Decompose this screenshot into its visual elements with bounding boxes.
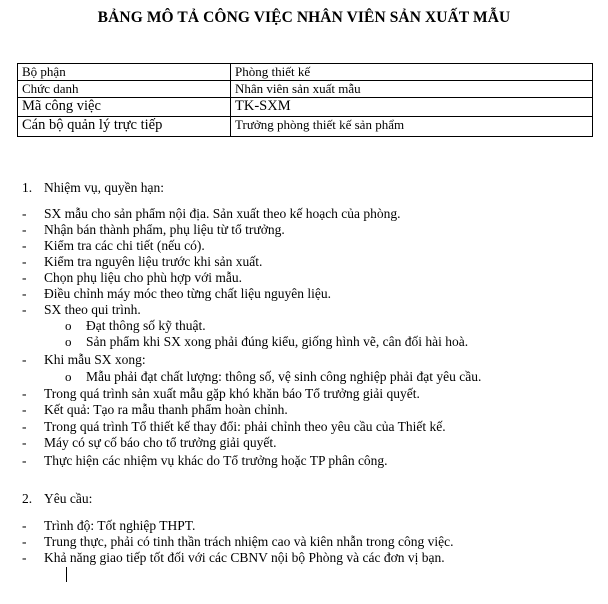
list-item: Khả năng giao tiếp tốt đối với các CBNV nội bộ Phòng và các đơn vị bạn.: [44, 550, 445, 565]
list-item: Trong quá trình Tổ thiết kế thay đổi: phải chỉnh theo yêu cầu của Thiết kế.: [44, 419, 446, 434]
dash-marker: -: [22, 352, 27, 367]
info-row-position: [18, 81, 593, 98]
info-label: Chức danh: [18, 81, 231, 98]
dash-marker: -: [22, 419, 27, 434]
info-label: Bộ phận: [18, 64, 231, 81]
info-label: Cán bộ quản lý trực tiếp: [18, 117, 231, 137]
list-item: Kết quả: Tạo ra mẫu thanh phẩm hoàn chỉnh.: [44, 402, 288, 417]
sub-list-item: Sản phẩm khi SX xong phải đúng kiểu, giống hình vẽ, cân đối hài hoà.: [86, 334, 469, 349]
list-item: Kiểm tra các chi tiết (nếu có).: [44, 238, 205, 253]
dash-marker: -: [22, 270, 27, 285]
text-cursor: [66, 567, 67, 582]
list-item: Máy có sự cố báo cho tổ trưởng giải quyết.: [44, 435, 277, 450]
document-title: BẢNG MÔ TẢ CÔNG VIỆC NHÂN VIÊN SẢN XUẤT MẪU: [97, 9, 511, 26]
dash-marker: -: [22, 550, 27, 565]
dash-marker: -: [22, 534, 27, 549]
list-item: Điều chỉnh máy móc theo từng chất liệu nguyên liệu.: [44, 286, 331, 301]
list-item: Kiểm tra nguyên liệu trước khi sản xuất.: [44, 254, 263, 269]
info-value: Phòng thiết kế: [231, 64, 593, 81]
info-value: Nhân viên sản xuất mẫu: [231, 81, 593, 98]
info-row-department: [18, 64, 593, 81]
list-item: Thực hiện các nhiệm vụ khác do Tổ trưởng hoặc TP phân công.: [44, 453, 388, 468]
section-heading: Yêu cầu:: [44, 491, 93, 506]
dash-marker: -: [22, 302, 27, 317]
list-item: SX theo qui trình.: [44, 302, 141, 317]
sub-list-item: Mẫu phải đạt chất lượng: thông số, vệ sinh công nghiệp phải đạt yêu cầu.: [86, 369, 482, 384]
list-item: SX mẫu cho sản phẩm nội địa. Sản xuất theo kế hoạch của phòng.: [44, 206, 401, 221]
dash-marker: -: [22, 518, 27, 533]
dash-marker: -: [22, 238, 27, 253]
job-info-table: [17, 63, 593, 137]
dash-marker: -: [22, 453, 27, 468]
sub-bullet-marker: o: [65, 334, 72, 349]
list-item: Trong quá trình sản xuất mẫu gặp khó khăn báo Tổ trưởng giải quyết.: [44, 386, 420, 401]
info-row-job-code: [18, 98, 593, 117]
section-number: 2.: [22, 491, 33, 506]
sub-bullet-marker: o: [65, 369, 72, 384]
info-row-manager: [18, 117, 593, 137]
dash-marker: -: [22, 386, 27, 401]
section-number: 1.: [22, 180, 33, 195]
list-item: Trình độ: Tốt nghiệp THPT.: [44, 518, 196, 533]
info-label: Mã công việc: [18, 98, 231, 117]
section-heading: Nhiệm vụ, quyền hạn:: [44, 180, 164, 195]
dash-marker: -: [22, 254, 27, 269]
list-item: Khi mẫu SX xong:: [44, 352, 146, 367]
info-value: Trưởng phòng thiết kế sản phẩm: [231, 117, 593, 137]
info-value: TK-SXM: [231, 98, 593, 117]
sub-list-item: Đạt thông số kỹ thuật.: [86, 318, 206, 333]
dash-marker: -: [22, 435, 27, 450]
dash-marker: -: [22, 286, 27, 301]
list-item: Trung thực, phải có tinh thần trách nhiệm cao và kiên nhẫn trong công việc.: [44, 534, 454, 549]
list-item: Nhận bán thành phẩm, phụ liệu từ tổ trưởng.: [44, 222, 285, 237]
list-item: Chọn phụ liệu cho phù hợp với mẫu.: [44, 270, 243, 285]
dash-marker: -: [22, 222, 27, 237]
dash-marker: -: [22, 206, 27, 221]
sub-bullet-marker: o: [65, 318, 72, 333]
dash-marker: -: [22, 402, 27, 417]
